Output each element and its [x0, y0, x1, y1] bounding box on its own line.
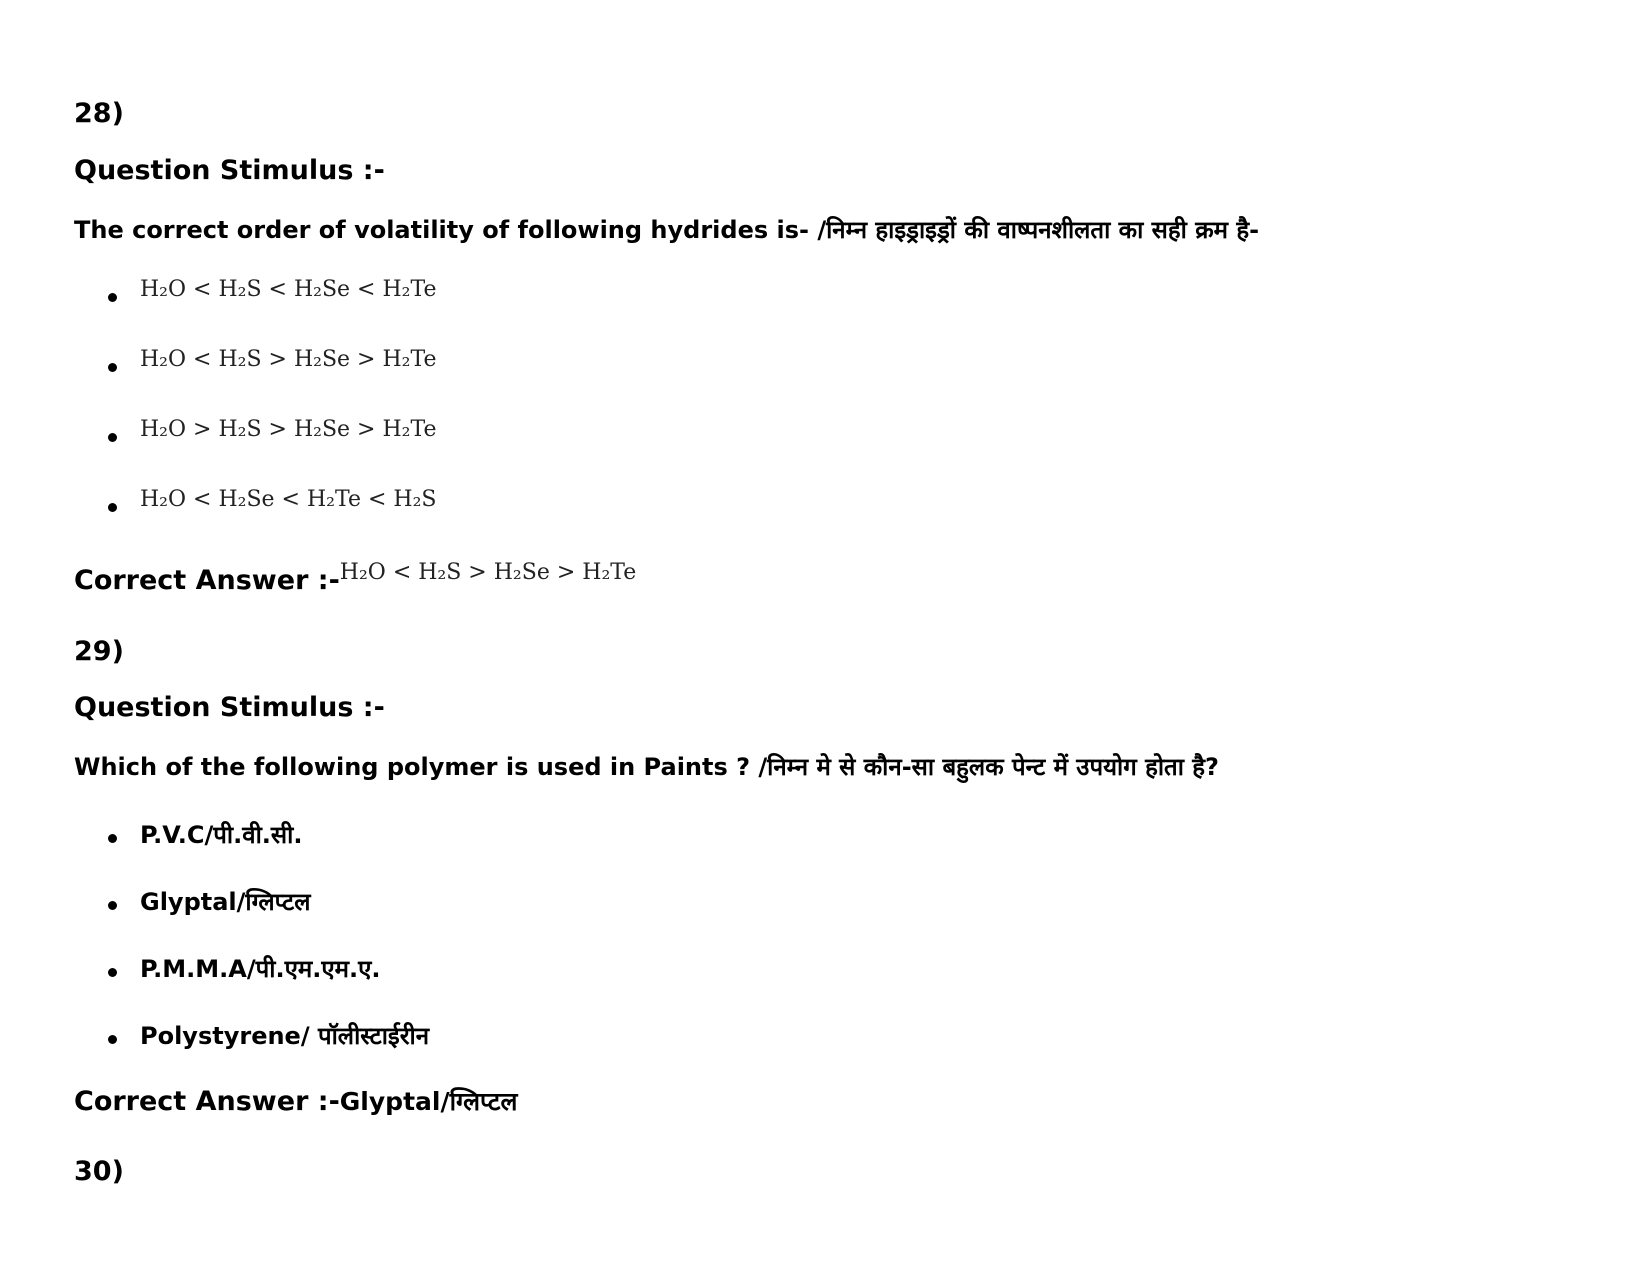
question-page	[74, 0, 1614, 1275]
correct-answer-value: Glyptal/ग्लिप्टल	[339, 1087, 518, 1116]
question-number: 30)	[74, 1156, 124, 1187]
bullet-icon	[108, 363, 117, 372]
option-text: H₂O < H₂S > H₂Se > H₂Te	[140, 347, 437, 372]
option-text: P.M.M.A/पी.एम.एम.ए.	[140, 955, 381, 983]
question-stimulus-label: Question Stimulus :-	[74, 692, 385, 723]
bullet-icon	[108, 1035, 117, 1044]
option-text: Polystyrene/ पॉलीस्टाईरीन	[140, 1022, 430, 1050]
option-text: H₂O > H₂S > H₂Se > H₂Te	[140, 417, 437, 442]
correct-answer-value: H₂O < H₂S > H₂Se > H₂Te	[339, 560, 637, 585]
question-number: 28)	[74, 98, 124, 129]
bullet-icon	[108, 293, 117, 302]
bullet-icon	[108, 834, 117, 843]
option-text: H₂O < H₂S < H₂Se < H₂Te	[140, 277, 437, 302]
question-text: The correct order of volatility of following hydrides is- /निम्न हाइड्राइड्रों की वाष्पनशीलता का सही क्रम है-	[74, 216, 1260, 244]
bullet-icon	[108, 503, 117, 512]
question-text: Which of the following polymer is used in Paints ? /निम्न मे से कौन-सा बहुलक पेन्ट में उपयोग होता है?	[74, 753, 1219, 781]
correct-answer-label: Correct Answer :-	[74, 1086, 340, 1117]
option-text: P.V.C/पी.वी.सी.	[140, 821, 303, 849]
correct-answer	[74, 1086, 517, 1118]
option-text: Glyptal/ग्लिप्टल	[140, 888, 311, 916]
bullet-icon	[108, 901, 117, 910]
question-number: 29)	[74, 636, 124, 667]
question-stimulus-label: Question Stimulus :-	[74, 155, 385, 186]
bullet-icon	[108, 968, 117, 977]
bullet-icon	[108, 433, 117, 442]
correct-answer-label: Correct Answer :-	[74, 565, 340, 596]
option-text: H₂O < H₂Se < H₂Te < H₂S	[140, 487, 437, 512]
correct-answer	[74, 560, 637, 599]
